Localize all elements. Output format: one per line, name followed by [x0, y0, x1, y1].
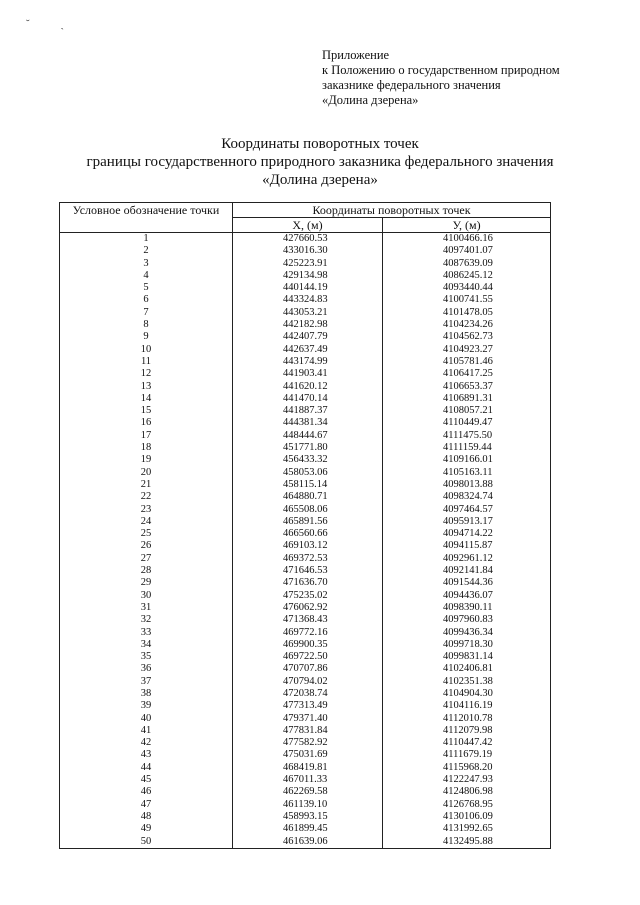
table-body: [60, 233, 551, 849]
table-row: [60, 393, 551, 405]
y-coordinate: 4098390.11: [383, 602, 551, 614]
table-row: [60, 540, 551, 552]
x-coordinate: 479371.40: [233, 713, 383, 725]
table-row: [60, 749, 551, 761]
y-coordinate: 4101478.05: [383, 307, 551, 319]
appendix-line-1: Приложение: [322, 48, 390, 62]
table-row: [60, 454, 551, 466]
point-number: 38: [60, 688, 233, 700]
point-number: 29: [60, 577, 233, 589]
point-number: 5: [60, 282, 233, 294]
table-row: [60, 467, 551, 479]
point-number: 45: [60, 774, 233, 786]
y-coordinate: 4110449.47: [383, 417, 551, 429]
table-row: [60, 676, 551, 688]
y-coordinate: 4106891.31: [383, 393, 551, 405]
y-coordinate: 4104116.19: [383, 700, 551, 712]
appendix-line-2: к Положению о государственном природном: [322, 63, 560, 77]
point-number: 28: [60, 565, 233, 577]
header-y: У, (м): [383, 218, 551, 233]
y-coordinate: 4094115.87: [383, 540, 551, 552]
appendix-block: [322, 48, 622, 108]
point-number: 50: [60, 836, 233, 849]
x-coordinate: 469722.50: [233, 651, 383, 663]
table-row: [60, 836, 551, 849]
appendix-line-4: «Долина дзерена»: [322, 93, 419, 107]
x-coordinate: 465508.06: [233, 504, 383, 516]
point-number: 15: [60, 405, 233, 417]
point-number: 7: [60, 307, 233, 319]
point-number: 47: [60, 799, 233, 811]
y-coordinate: 4099436.34: [383, 627, 551, 639]
x-coordinate: 471636.70: [233, 577, 383, 589]
point-number: 22: [60, 491, 233, 503]
y-coordinate: 4104562.73: [383, 331, 551, 343]
point-number: 46: [60, 786, 233, 798]
table-row: [60, 811, 551, 823]
x-coordinate: 469772.16: [233, 627, 383, 639]
x-coordinate: 469372.53: [233, 553, 383, 565]
point-number: 3: [60, 258, 233, 270]
x-coordinate: 465891.56: [233, 516, 383, 528]
x-coordinate: 443324.83: [233, 294, 383, 306]
x-coordinate: 451771.80: [233, 442, 383, 454]
point-number: 35: [60, 651, 233, 663]
table-row: [60, 590, 551, 602]
y-coordinate: 4102351.38: [383, 676, 551, 688]
y-coordinate: 4097464.57: [383, 504, 551, 516]
document-title: [0, 135, 640, 189]
table-row: [60, 577, 551, 589]
y-coordinate: 4097960.83: [383, 614, 551, 626]
y-coordinate: 4104234.26: [383, 319, 551, 331]
appendix-line-3: заказнике федерального значения: [322, 78, 501, 92]
table-row: [60, 368, 551, 380]
point-number: 30: [60, 590, 233, 602]
point-number: 32: [60, 614, 233, 626]
x-coordinate: 429134.98: [233, 270, 383, 282]
x-coordinate: 441903.41: [233, 368, 383, 380]
x-coordinate: 471368.43: [233, 614, 383, 626]
table-row: [60, 823, 551, 835]
y-coordinate: 4102406.81: [383, 663, 551, 675]
table-row: [60, 356, 551, 368]
table-row: [60, 270, 551, 282]
point-number: 31: [60, 602, 233, 614]
y-coordinate: 4104904.30: [383, 688, 551, 700]
point-number: 14: [60, 393, 233, 405]
point-number: 21: [60, 479, 233, 491]
y-coordinate: 4097401.07: [383, 245, 551, 257]
x-coordinate: 475031.69: [233, 749, 383, 761]
table-row: [60, 713, 551, 725]
point-number: 6: [60, 294, 233, 306]
y-coordinate: 4086245.12: [383, 270, 551, 282]
x-coordinate: 448444.67: [233, 430, 383, 442]
y-coordinate: 4100741.55: [383, 294, 551, 306]
point-number: 11: [60, 356, 233, 368]
x-coordinate: 443174.99: [233, 356, 383, 368]
point-number: 43: [60, 749, 233, 761]
point-number: 25: [60, 528, 233, 540]
y-coordinate: 4132495.88: [383, 836, 551, 849]
table-row: [60, 307, 551, 319]
point-number: 23: [60, 504, 233, 516]
point-number: 42: [60, 737, 233, 749]
title-line-2: границы государственного природного заказника федерального значения: [86, 154, 554, 170]
point-number: 1: [60, 233, 233, 246]
y-coordinate: 4112010.78: [383, 713, 551, 725]
table-row: [60, 430, 551, 442]
x-coordinate: 458993.15: [233, 811, 383, 823]
table-row: [60, 516, 551, 528]
point-number: 26: [60, 540, 233, 552]
point-number: 48: [60, 811, 233, 823]
y-coordinate: 4111159.44: [383, 442, 551, 454]
table-row: [60, 663, 551, 675]
x-coordinate: 469900.35: [233, 639, 383, 651]
x-coordinate: 467011.33: [233, 774, 383, 786]
y-coordinate: 4092961.12: [383, 553, 551, 565]
table-row: [60, 331, 551, 343]
point-number: 33: [60, 627, 233, 639]
y-coordinate: 4105163.11: [383, 467, 551, 479]
point-number: 27: [60, 553, 233, 565]
x-coordinate: 440144.19: [233, 282, 383, 294]
point-number: 40: [60, 713, 233, 725]
x-coordinate: 468419.81: [233, 762, 383, 774]
table-row: [60, 774, 551, 786]
table-row: [60, 258, 551, 270]
x-coordinate: 442407.79: [233, 331, 383, 343]
x-coordinate: 472038.74: [233, 688, 383, 700]
y-coordinate: 4126768.95: [383, 799, 551, 811]
x-coordinate: 443053.21: [233, 307, 383, 319]
table-row: [60, 762, 551, 774]
point-number: 16: [60, 417, 233, 429]
x-coordinate: 461899.45: [233, 823, 383, 835]
y-coordinate: 4100466.16: [383, 233, 551, 246]
header-x: Х, (м): [233, 218, 383, 233]
table-row: [60, 627, 551, 639]
x-coordinate: 477313.49: [233, 700, 383, 712]
point-number: 37: [60, 676, 233, 688]
y-coordinate: 4109166.01: [383, 454, 551, 466]
table-row: [60, 491, 551, 503]
y-coordinate: 4108057.21: [383, 405, 551, 417]
x-coordinate: 471646.53: [233, 565, 383, 577]
point-number: 20: [60, 467, 233, 479]
x-coordinate: 425223.91: [233, 258, 383, 270]
table-row: [60, 602, 551, 614]
x-coordinate: 466560.66: [233, 528, 383, 540]
y-coordinate: 4122247.93: [383, 774, 551, 786]
x-coordinate: 441887.37: [233, 405, 383, 417]
table-row: [60, 553, 551, 565]
y-coordinate: 4093440.44: [383, 282, 551, 294]
table-row: [60, 479, 551, 491]
y-coordinate: 4111679.19: [383, 749, 551, 761]
table-row: [60, 405, 551, 417]
x-coordinate: 469103.12: [233, 540, 383, 552]
point-number: 41: [60, 725, 233, 737]
y-coordinate: 4130106.09: [383, 811, 551, 823]
x-coordinate: 433016.30: [233, 245, 383, 257]
y-coordinate: 4106417.25: [383, 368, 551, 380]
x-coordinate: 441620.12: [233, 381, 383, 393]
y-coordinate: 4099831.14: [383, 651, 551, 663]
x-coordinate: 427660.53: [233, 233, 383, 246]
point-number: 10: [60, 344, 233, 356]
table-row: [60, 381, 551, 393]
table-row: [60, 639, 551, 651]
x-coordinate: 461639.06: [233, 836, 383, 849]
header-point-designation: Условное обозначение точки: [60, 203, 233, 233]
header-coordinates: Координаты поворотных точек: [233, 203, 551, 218]
y-coordinate: 4092141.84: [383, 565, 551, 577]
x-coordinate: 444381.34: [233, 417, 383, 429]
table-row: [60, 614, 551, 626]
point-number: 44: [60, 762, 233, 774]
point-number: 2: [60, 245, 233, 257]
table-row: [60, 725, 551, 737]
x-coordinate: 458115.14: [233, 479, 383, 491]
point-number: 18: [60, 442, 233, 454]
table-row: [60, 245, 551, 257]
x-coordinate: 476062.92: [233, 602, 383, 614]
table-row: [60, 282, 551, 294]
table-row: [60, 504, 551, 516]
point-number: 24: [60, 516, 233, 528]
point-number: 49: [60, 823, 233, 835]
table-row: [60, 737, 551, 749]
x-coordinate: 470794.02: [233, 676, 383, 688]
table-row: [60, 799, 551, 811]
table-row: [60, 688, 551, 700]
title-line-3: «Долина дзерена»: [262, 172, 378, 188]
point-number: 8: [60, 319, 233, 331]
x-coordinate: 458053.06: [233, 467, 383, 479]
table-row: [60, 233, 551, 246]
y-coordinate: 4124806.98: [383, 786, 551, 798]
table-row: [60, 565, 551, 577]
point-number: 17: [60, 430, 233, 442]
y-coordinate: 4099718.30: [383, 639, 551, 651]
x-coordinate: 442182.98: [233, 319, 383, 331]
y-coordinate: 4115968.20: [383, 762, 551, 774]
x-coordinate: 475235.02: [233, 590, 383, 602]
y-coordinate: 4094436.07: [383, 590, 551, 602]
table-row: [60, 344, 551, 356]
x-coordinate: 456433.32: [233, 454, 383, 466]
table-row: [60, 319, 551, 331]
y-coordinate: 4112079.98: [383, 725, 551, 737]
x-coordinate: 442637.49: [233, 344, 383, 356]
y-coordinate: 4087639.09: [383, 258, 551, 270]
y-coordinate: 4098324.74: [383, 491, 551, 503]
point-number: 4: [60, 270, 233, 282]
y-coordinate: 4095913.17: [383, 516, 551, 528]
coordinates-table: [59, 202, 551, 849]
table-row: [60, 700, 551, 712]
point-number: 9: [60, 331, 233, 343]
point-number: 13: [60, 381, 233, 393]
y-coordinate: 4110447.42: [383, 737, 551, 749]
point-number: 12: [60, 368, 233, 380]
x-coordinate: 441470.14: [233, 393, 383, 405]
table-row: [60, 294, 551, 306]
y-coordinate: 4111475.50: [383, 430, 551, 442]
y-coordinate: 4098013.88: [383, 479, 551, 491]
x-coordinate: 470707.86: [233, 663, 383, 675]
table-row: [60, 786, 551, 798]
x-coordinate: 477831.84: [233, 725, 383, 737]
y-coordinate: 4131992.65: [383, 823, 551, 835]
y-coordinate: 4105781.46: [383, 356, 551, 368]
x-coordinate: 461139.10: [233, 799, 383, 811]
table-row: [60, 528, 551, 540]
point-number: 19: [60, 454, 233, 466]
x-coordinate: 477582.92: [233, 737, 383, 749]
x-coordinate: 462269.58: [233, 786, 383, 798]
y-coordinate: 4104923.27: [383, 344, 551, 356]
point-number: 34: [60, 639, 233, 651]
y-coordinate: 4094714.22: [383, 528, 551, 540]
corner-marks: ˘ ˎ: [26, 18, 79, 30]
title-line-1: Координаты поворотных точек: [221, 136, 419, 152]
y-coordinate: 4091544.36: [383, 577, 551, 589]
y-coordinate: 4106653.37: [383, 381, 551, 393]
point-number: 36: [60, 663, 233, 675]
table-row: [60, 442, 551, 454]
table-row: [60, 651, 551, 663]
x-coordinate: 464880.71: [233, 491, 383, 503]
point-number: 39: [60, 700, 233, 712]
table-row: [60, 417, 551, 429]
